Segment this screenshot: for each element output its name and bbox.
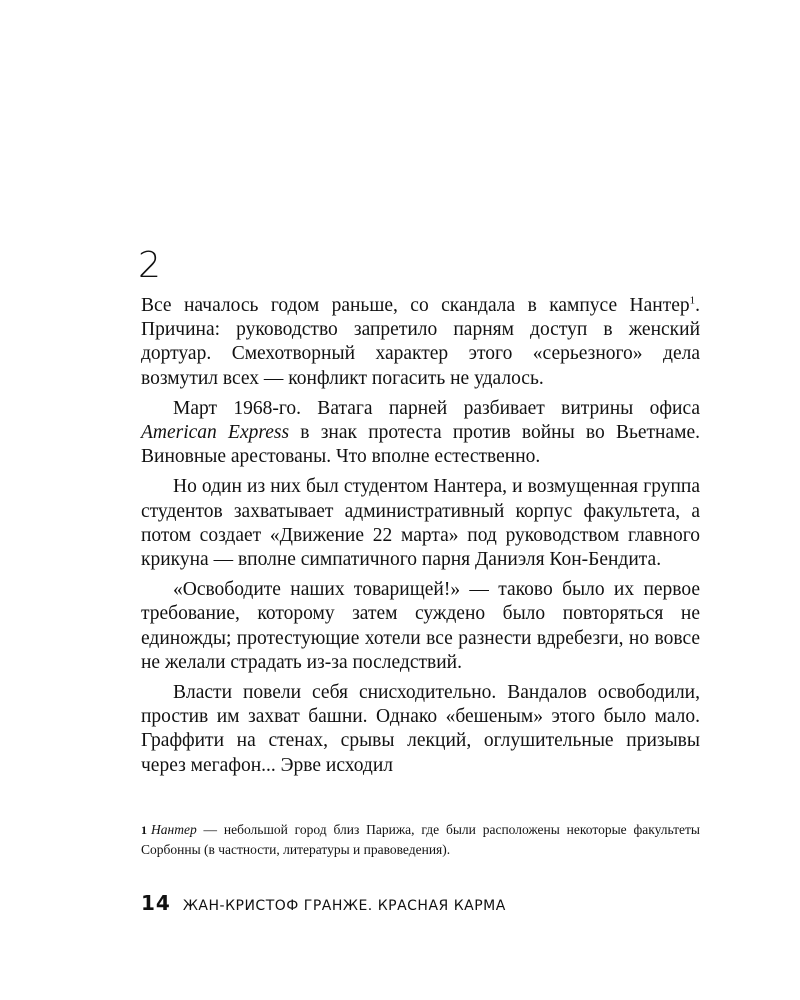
paragraph-5: Власти повели себя снисходительно. Вандалов освободили, простив им захват башни. Однако «бешеным» этого было мало. Граффити на стенах, срывы лекций, оглушительные призывы через мегафон... Эрве исходил: [141, 682, 700, 776]
running-title: ЖАН-КРИСТОФ ГРАНЖЕ. КРАСНАЯ КАРМА: [182, 898, 506, 914]
paragraph-2-text-start: Март 1968-го. Ватага парней разбивает витрины офиса: [173, 397, 700, 419]
chapter-number: 2: [138, 245, 162, 286]
footnote-term: Нантер: [151, 822, 197, 837]
paragraph-3: Но один из них был студентом Нантера, и возмущенная группа студентов захватывает административный корпус факультета, а потом создает «Движение 22 марта» под руководством главного крикуна — вполне симпатичного парня Даниэля Кон-Бендита.: [141, 476, 700, 571]
paragraph-2: [141, 397, 700, 470]
footnote-text: — небольшой город близ Парижа, где были расположены некоторые факультеты Сорбонны (в частности, литературы и правоведения).: [141, 822, 700, 857]
footnote: [141, 820, 700, 859]
paragraph-1: [141, 294, 700, 391]
chapter-body: [141, 294, 700, 778]
running-footer: [141, 893, 700, 916]
paragraph-2-text-end: в знак протеста против войны во Вьетнаме. Виновные арестованы. Что вполне естественно.: [141, 422, 700, 468]
page-number: 14: [141, 891, 171, 915]
paragraph-1-text-end: . Причина: руководство запретило парням доступ в женский дортуар. Смехотворный характер этого «серьезного» дела возмутил всех — конфликт погасить не удалось.: [141, 295, 700, 389]
paragraph-1-text-start: Все началось годом раньше, со скандала в кампусе Нантер: [141, 295, 690, 316]
footnote-reference[interactable]: 1: [689, 294, 696, 307]
footnote-mark: 1: [141, 823, 147, 837]
paragraph-2-company-name: American Express: [141, 422, 290, 444]
paragraph-4: «Освободите наших товарищей!» — таково было их первое требование, которому затем суждено было повторяться не единожды; протестующие хотели все разнести вдребезги, но вовсе не желали страдать из-за последствий.: [141, 579, 700, 673]
